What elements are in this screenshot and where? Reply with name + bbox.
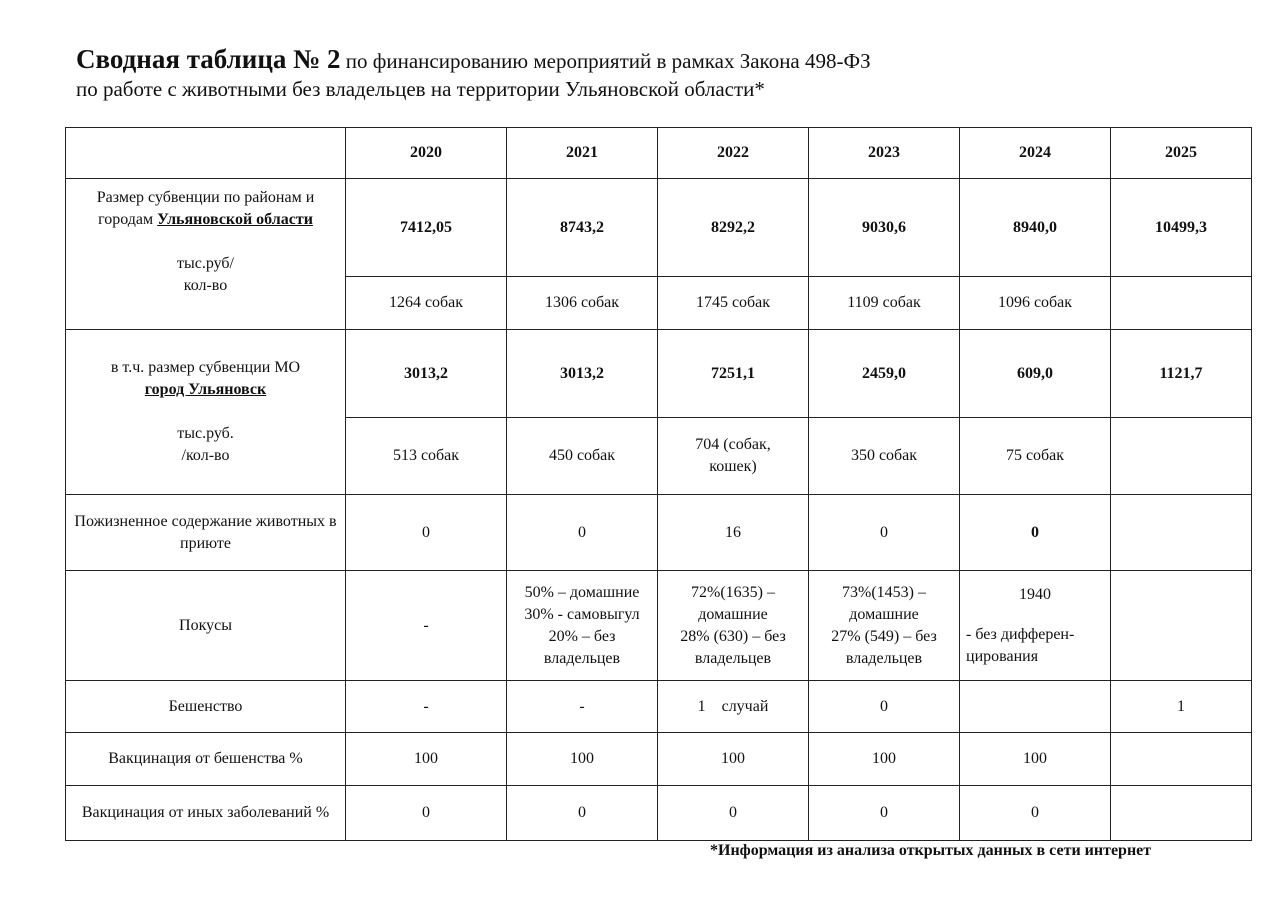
region-label-line-b: [70, 209, 341, 231]
rabies-2025: 1: [1111, 681, 1252, 733]
year-2025: 2025: [1111, 128, 1252, 179]
bites-row: [66, 571, 1252, 681]
city-label-cell: [66, 330, 346, 495]
shelter-2025: [1111, 495, 1252, 571]
shelter-2022: 16: [658, 495, 809, 571]
vacc-rabies-2023: 100: [809, 733, 960, 786]
region-amount-2022: 8292,2: [658, 179, 809, 277]
vacc-rabies-2022: 100: [658, 733, 809, 786]
shelter-2023: 0: [809, 495, 960, 571]
corner-cell: [66, 128, 346, 179]
city-amount-2022: 7251,1: [658, 330, 809, 418]
heading-line-1: [76, 44, 1226, 76]
table-title: Сводная таблица № 2: [76, 44, 341, 74]
source-footnote: *Информация из анализа открытых данных в сети интернет: [710, 842, 1152, 859]
region-count-2024: 1096 собак: [960, 277, 1111, 330]
rabies-2024: [960, 681, 1111, 733]
vacc-other-label: Вакцинация от иных заболеваний %: [66, 786, 346, 841]
rabies-2023: 0: [809, 681, 960, 733]
region-count-2022: 1745 собак: [658, 277, 809, 330]
region-label-bold: Ульяновской области: [157, 211, 313, 228]
shelter-label: Пожизненное содержание животных в приюте: [66, 495, 346, 571]
rabies-2022: 1 случай: [658, 681, 809, 733]
region-amount-row: [66, 179, 1252, 277]
vacc-rabies-2024: 100: [960, 733, 1111, 786]
region-unit-a: тыс.руб/: [176, 255, 234, 272]
vacc-rabies-label: Вакцинация от бешенства %: [66, 733, 346, 786]
summary-table: [65, 127, 1252, 841]
shelter-2024: 0: [960, 495, 1111, 571]
region-label-cell: [66, 179, 346, 330]
region-amount-2021: 8743,2: [507, 179, 658, 277]
region-amount-2024: 8940,0: [960, 179, 1111, 277]
rabies-2020: -: [346, 681, 507, 733]
city-count-2025: [1111, 418, 1252, 495]
city-unit-b: /кол-во: [181, 447, 230, 464]
bites-2024-total: 1940: [1019, 585, 1051, 603]
city-amount-row: [66, 330, 1252, 418]
vacc-rabies-row: [66, 733, 1252, 786]
region-label-line-a: Размер субвенции по районам и: [96, 189, 315, 206]
year-header-row: [66, 128, 1252, 179]
city-count-2021: 450 собак: [507, 418, 658, 495]
city-count-2020: 513 собак: [346, 418, 507, 495]
city-label-line-a: в т.ч. размер субвенции МО: [110, 359, 301, 376]
city-count-2023: 350 собак: [809, 418, 960, 495]
city-label-bold: город Ульяновск: [144, 381, 267, 398]
vacc-other-row: [66, 786, 1252, 841]
vacc-rabies-2020: 100: [346, 733, 507, 786]
region-unit-b: кол-во: [183, 277, 228, 294]
city-amount-2025: 1121,7: [1111, 330, 1252, 418]
city-count-2022: 704 (собак, кошек): [658, 418, 809, 495]
region-amount-2025: 10499,3: [1111, 179, 1252, 277]
rabies-label: Бешенство: [66, 681, 346, 733]
region-label-prefix: городам: [98, 211, 154, 228]
shelter-2021: 0: [507, 495, 658, 571]
year-2021: 2021: [507, 128, 658, 179]
year-2024: 2024: [960, 128, 1111, 179]
year-2020: 2020: [346, 128, 507, 179]
vacc-other-2020: 0: [346, 786, 507, 841]
bites-2021: 50% – домашние 30% - самовыгул 20% – без владельцев: [507, 571, 658, 681]
bites-2024: [960, 571, 1111, 681]
city-unit-a: тыс.руб.: [177, 425, 234, 442]
rabies-row: [66, 681, 1252, 733]
vacc-other-2023: 0: [809, 786, 960, 841]
bites-2024-note: - без дифферен- цирования: [966, 625, 1075, 665]
shelter-2020: 0: [346, 495, 507, 571]
region-count-2025: [1111, 277, 1252, 330]
title-description: по финансированию мероприятий в рамках Закона 498-ФЗ: [345, 49, 871, 73]
city-amount-2024: 609,0: [960, 330, 1111, 418]
city-amount-2021: 3013,2: [507, 330, 658, 418]
bites-2020: -: [346, 571, 507, 681]
region-count-2020: 1264 собак: [346, 277, 507, 330]
bites-2025: [1111, 571, 1252, 681]
region-count-2023: 1109 собак: [809, 277, 960, 330]
city-amount-2020: 3013,2: [346, 330, 507, 418]
city-count-2024: 75 собак: [960, 418, 1111, 495]
vacc-other-2021: 0: [507, 786, 658, 841]
vacc-rabies-2025: [1111, 733, 1252, 786]
region-amount-2020: 7412,05: [346, 179, 507, 277]
region-count-2021: 1306 собак: [507, 277, 658, 330]
vacc-other-2025: [1111, 786, 1252, 841]
year-2023: 2023: [809, 128, 960, 179]
shelter-row: [66, 495, 1252, 571]
vacc-rabies-2021: 100: [507, 733, 658, 786]
rabies-2021: -: [507, 681, 658, 733]
bites-label: Покусы: [66, 571, 346, 681]
heading-subtitle: по работе с животными без владельцев на территории Ульяновской области*: [76, 77, 765, 101]
bites-2022: 72%(1635) – домашние 28% (630) – без владельцев: [658, 571, 809, 681]
year-2022: 2022: [658, 128, 809, 179]
bites-2023: 73%(1453) – домашние 27% (549) – без владельцев: [809, 571, 960, 681]
vacc-other-2022: 0: [658, 786, 809, 841]
city-amount-2023: 2459,0: [809, 330, 960, 418]
region-amount-2023: 9030,6: [809, 179, 960, 277]
vacc-other-2024: 0: [960, 786, 1111, 841]
document-heading: [76, 44, 1226, 102]
